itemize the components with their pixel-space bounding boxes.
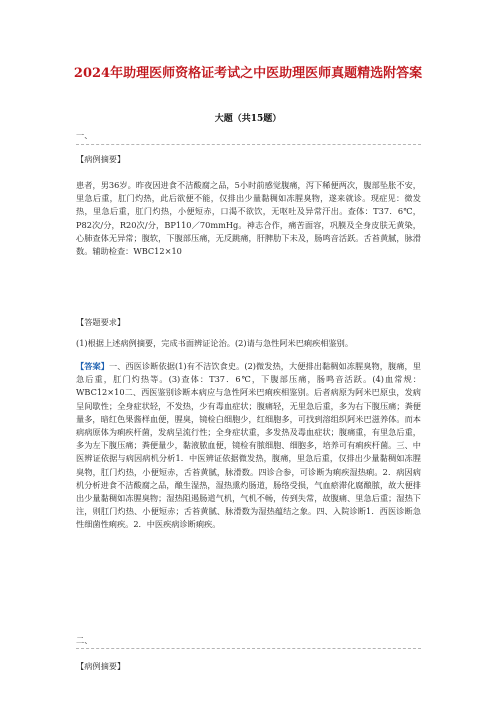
answer-text: 一、西医诊断依据(1)有不洁饮食史。(2)微发热，大便排出黏稠如冻腥臭物，腹痛，里急后重，肛门灼热等。(3)查体：T37．6℃，下腹部压痛，肠鸣音活跃。(4)血常规：WBC12×10二、西医鉴别诊断本病应与急性阿米巴痢疾相鉴别。后者病原为阿米巴原虫，发病呈间歇性；全身症状轻，不发热，少有毒血症状；腹痛轻，无里急后重，多为右下腹压痛；粪便量多，暗红色果酱样血便，腥臭，镜检白细胞少，红细胞多，可找到溶组织阿米巴滋养体。而本病病原体为痢疾杆菌，发病呈流行性；全身症状重，多发热及毒血症状；腹痛重，有里急后重，多为左下腹压痛；粪便量少，黏液脓血便，镜检有脓细胞、细胞多，培养可有痢疾杆菌。三、中医辨证依据与病因病机分析1．中医辨证依据微发热，腹痛，里急后重，仅排出少量黏稠如冻腥臭物，肛门灼热，小便短赤，舌苔黄腻，脉滑数。四诊合参，可诊断为痢疾湿热痢。2．病因病机分析进食不洁酸腐之品，酿生湿热，湿热熏灼肠道，肠络受损，气血瘀滞化腐酿脓，故大便排出少量黏稠如冻腥臭物；湿热阻遏肠道气机，气机不畅，传到失常，故腹痛、里急后重；湿热下注，则肛门灼热、小便短赤；舌苔黄腻、脉滑数为湿热蕴结之象。四、入院诊断1．西医诊断急性细菌性痢疾。2．中医疾病诊断痢疾。: [76, 361, 421, 530]
question-number: 一、: [76, 130, 93, 140]
divider: [76, 144, 421, 145]
answer-requirements-label: 【答题要求】: [76, 317, 126, 327]
case-summary-text: 患者，男36岁。昨夜因进食不洁酸腐之品，5小时前感觉腹痛，泻下稀便两次，腹部坠胀不安，里急后重，肛门灼热，此后欲便不能，仅排出少量黏稠如冻腥臭物，遂来就诊。现症见：微发热，里急后重，肛门灼热，小便短赤，口渴不欲饮，无呕吐及异常汗出。查体：T37．6℃，P82次/分，R20次/分，BP110／70mmHg。神志合作，痛苦面容，巩膜及全身皮肤无黄染，心肺查体无异常；腹软，下腹部压痛，无反跳痛，肝脾肋下未及，肠鸣音活跃。舌苔黄腻，脉滑数。辅助检查：WBC12×10: [76, 180, 421, 257]
question-number: 二、: [76, 635, 93, 645]
answer-requirements-text: (1)根据上述病例摘要，完成书面辨证论治。(2)请与急性阿米巴痢疾相鉴别。: [76, 338, 354, 348]
section-heading: 大题（共15题）: [214, 114, 282, 124]
answer-section: [76, 360, 421, 532]
case-summary-label: 【病例摘要】: [76, 154, 126, 164]
answer-label: 【答案】: [76, 361, 109, 371]
document-title: 2024年助理医师资格证考试之中医助理医师真题精选附答案: [73, 66, 423, 81]
divider: [76, 648, 421, 649]
case-summary-label: 【病例摘要】: [76, 661, 126, 671]
